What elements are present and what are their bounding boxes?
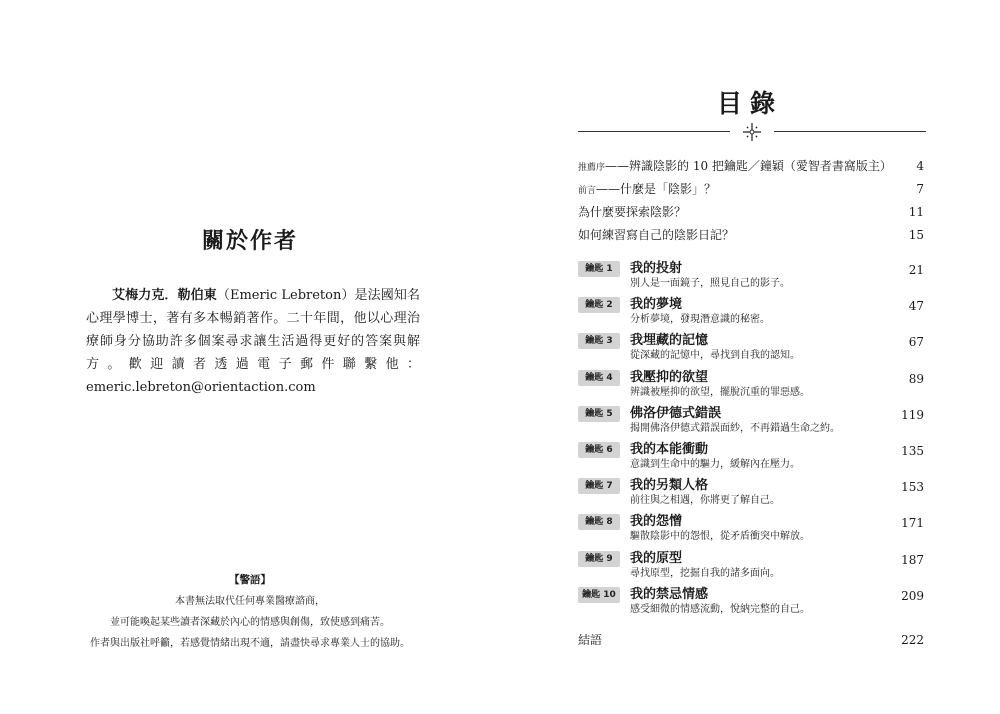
warning-line: 作者與出版社呼籲，若感覺情緒出現不適，請盡快尋求專業人士的協助。 bbox=[90, 638, 410, 649]
chapter-title: 我的怨憎 bbox=[630, 514, 683, 530]
toc-entry[interactable] bbox=[578, 155, 924, 178]
chapter-entry[interactable] bbox=[578, 295, 924, 331]
toc-entry-title: 結語 bbox=[578, 633, 603, 647]
chapter-entry[interactable] bbox=[578, 585, 924, 621]
chapter-entry[interactable] bbox=[578, 512, 924, 548]
chapter-title: 我埋藏的記憶 bbox=[630, 333, 709, 349]
chapter-page: 119 bbox=[901, 407, 924, 422]
chapter-subtitle: 分析夢境，發現潛意識的秘密。 bbox=[630, 314, 770, 326]
chapter-title: 我的另類人格 bbox=[630, 478, 709, 494]
chapter-key-badge: 鑰匙 3 bbox=[578, 333, 620, 349]
title-divider bbox=[578, 122, 926, 142]
chapter-key-badge: 鑰匙 5 bbox=[578, 406, 620, 422]
chapter-page: 153 bbox=[901, 480, 924, 495]
toc-entry-page: 222 bbox=[901, 633, 924, 647]
toc-entry-page: 7 bbox=[916, 182, 924, 196]
warning-line: 並可能喚起某些讀者深藏於內心的情感與創傷，致使感到痛苦。 bbox=[110, 617, 390, 628]
chapter-key-badge: 鑰匙 6 bbox=[578, 442, 620, 458]
chapter-title: 我的本能衝動 bbox=[630, 441, 709, 457]
toc-entry[interactable] bbox=[578, 224, 924, 247]
toc-entry-prefix: 前言 bbox=[578, 186, 597, 196]
chapter-key-badge: 鑰匙 9 bbox=[578, 551, 620, 567]
chapter-page: 47 bbox=[908, 299, 924, 314]
ornament-star-icon bbox=[742, 122, 762, 142]
chapter-entry[interactable] bbox=[578, 331, 924, 367]
author-bio-text: （Emeric Lebreton）是法國知名心理學博士，著有多本暢銷著作。二十年間，他以心理治療師身分協助許多個案尋求讓生活過得更好的答案與解方。歡迎讀者透過電子郵件聯繫他：emeric.lebreton@orientaction.com bbox=[86, 288, 420, 395]
toc-entry[interactable] bbox=[578, 201, 924, 224]
warning-box bbox=[60, 570, 440, 654]
toc-entry-page: 11 bbox=[908, 205, 924, 219]
front-matter-list bbox=[578, 155, 924, 247]
toc-entry[interactable] bbox=[578, 178, 924, 201]
warning-title: 【警語】 bbox=[229, 574, 271, 586]
chapter-title: 我的原型 bbox=[630, 550, 683, 566]
chapter-key-badge: 鑰匙 10 bbox=[578, 587, 620, 603]
toc-entry-title: 如何練習寫自己的陰影日記？ bbox=[578, 228, 735, 242]
chapter-key-badge: 鑰匙 7 bbox=[578, 478, 620, 494]
chapter-entry[interactable] bbox=[578, 259, 924, 295]
toc-entry-title: ——什麼是「陰影」？ bbox=[596, 182, 717, 196]
chapter-entry[interactable] bbox=[578, 440, 924, 476]
toc-entry-prefix: 推薦序 bbox=[578, 163, 606, 173]
chapter-subtitle: 辨識被壓抑的欲望，擺脫沉重的罪惡感。 bbox=[630, 386, 810, 398]
divider-line bbox=[578, 131, 730, 132]
right-page bbox=[500, 0, 1000, 714]
chapter-page: 135 bbox=[901, 443, 924, 458]
chapter-title: 我的禁忌情感 bbox=[630, 586, 709, 602]
warning-line: 本書無法取代任何專業醫療諮商， bbox=[175, 596, 325, 607]
chapter-key-badge: 鑰匙 2 bbox=[578, 297, 620, 313]
chapter-title: 佛洛伊德式錯誤 bbox=[630, 405, 722, 421]
toc-title: 目錄 bbox=[716, 89, 783, 118]
chapter-key-badge: 鑰匙 1 bbox=[578, 261, 620, 277]
chapter-key-badge: 鑰匙 4 bbox=[578, 370, 620, 386]
chapter-subtitle: 驅散陰影中的怨恨，從矛盾衝突中解放。 bbox=[630, 531, 810, 543]
chapter-page: 89 bbox=[908, 371, 924, 386]
author-bio bbox=[86, 284, 420, 399]
toc-entry-ending[interactable] bbox=[578, 630, 924, 650]
chapter-subtitle: 前往與之相遇，你將更了解自己。 bbox=[630, 495, 780, 507]
chapter-entry[interactable] bbox=[578, 404, 924, 440]
chapter-entry[interactable] bbox=[578, 476, 924, 512]
chapter-subtitle: 意識到生命中的驅力，緩解內在壓力。 bbox=[630, 458, 800, 470]
chapter-page: 67 bbox=[908, 335, 924, 350]
divider-line bbox=[774, 131, 926, 132]
chapter-entry[interactable] bbox=[578, 368, 924, 404]
toc-entry-page: 15 bbox=[908, 228, 924, 242]
chapter-key-badge: 鑰匙 8 bbox=[578, 514, 620, 530]
chapter-page: 187 bbox=[901, 552, 924, 567]
chapter-title: 我的投射 bbox=[630, 261, 683, 276]
chapter-title: 我壓抑的欲望 bbox=[630, 369, 709, 385]
toc-entry-title: 為什麼要探索陰影？ bbox=[578, 205, 687, 219]
chapter-page: 171 bbox=[901, 516, 924, 531]
chapter-subtitle: 尋找原型，挖掘自我的諸多面向。 bbox=[630, 567, 780, 579]
author-name: 艾梅力克．勒伯東 bbox=[112, 288, 217, 303]
chapter-list bbox=[578, 259, 924, 621]
chapter-subtitle: 感受細微的情感流動，悅納完整的自己。 bbox=[630, 603, 810, 615]
chapter-page: 209 bbox=[901, 588, 924, 603]
chapter-subtitle: 從深藏的記憶中，尋找到自我的認知。 bbox=[630, 350, 800, 362]
chapter-subtitle: 揭開佛洛伊德式錯誤面紗，不再錯過生命之約。 bbox=[630, 422, 840, 434]
about-author-title: 關於作者 bbox=[201, 228, 298, 254]
chapter-subtitle: 別人是一面鏡子，照見自己的影子。 bbox=[630, 278, 790, 289]
toc-entry-title: ——辨識陰影的 10 把鑰匙／鐘穎（愛智者書窩版主） bbox=[605, 159, 892, 173]
chapter-entry[interactable] bbox=[578, 549, 924, 585]
chapter-title: 我的夢境 bbox=[630, 297, 683, 313]
chapter-page: 21 bbox=[908, 263, 924, 277]
toc-entry-page: 4 bbox=[916, 159, 924, 173]
